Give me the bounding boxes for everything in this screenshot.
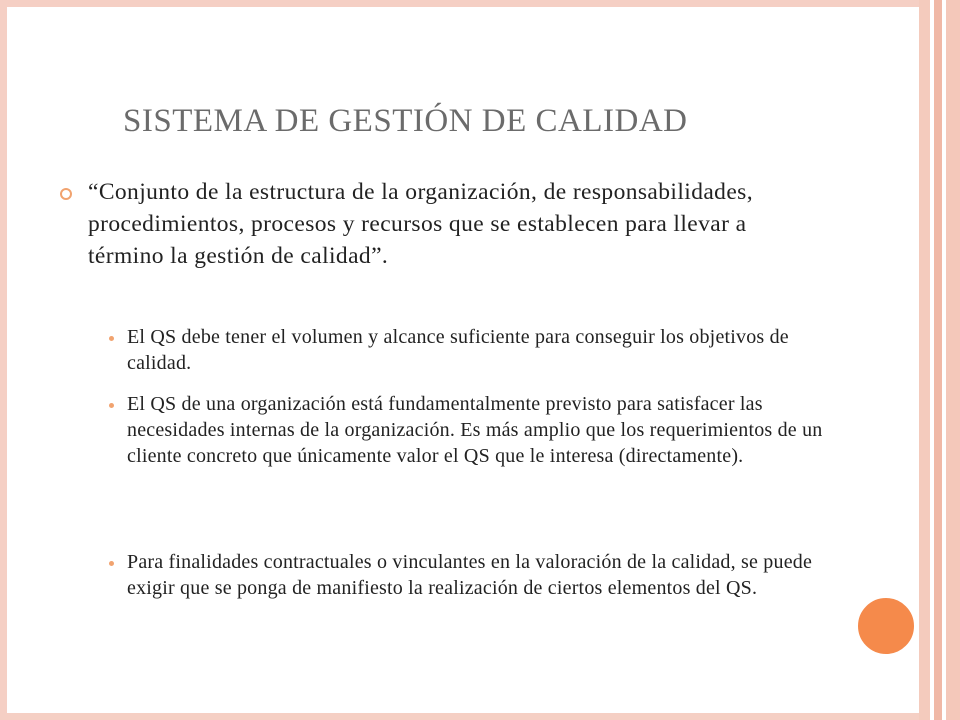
decorative-stripe	[934, 0, 942, 720]
sub-bullet-icon	[109, 403, 114, 408]
decorative-stripe	[946, 0, 960, 720]
sub-bullet-icon	[109, 336, 114, 341]
slide-title: SISTEMA DE GESTIÓN DE CALIDAD	[123, 103, 688, 139]
decorative-stripe	[919, 0, 930, 720]
sub-bullet-icon	[109, 561, 114, 566]
sub-point-3: Para finalidades contractuales o vinculantes en la valoración de la calidad, se puede exigir que se ponga de manifiesto la realización de ciertos elementos del QS.	[127, 551, 813, 599]
sub-point-1: El QS debe tener el volumen y alcance suficiente para conseguir los objetivos de calidad.	[127, 326, 789, 374]
decorative-circle	[856, 596, 916, 656]
main-point-text: “Conjunto de la estructura de la organización, de responsabilidades, procedimientos, procesos y recursos que se establecen para llevar a término la gestión de calidad”.	[88, 179, 753, 269]
sub-point-2: El QS de una organización está fundamentalmente previsto para satisfacer las necesidades internas de la organización. Es más amplio que los requerimientos de un cliente concreto que únicamente valor el QS que le interesa (directamente).	[127, 393, 823, 467]
main-bullet-icon	[60, 188, 72, 200]
